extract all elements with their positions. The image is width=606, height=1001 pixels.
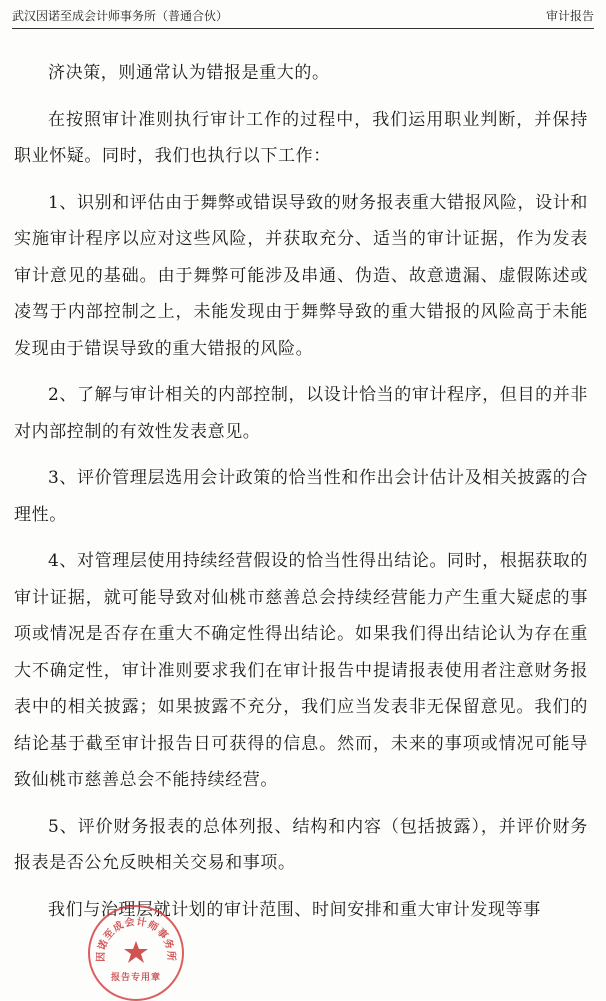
paragraph-item-3: 3、评价管理层选用会计政策的恰当性和作出会计估计及相关披露的合理性。 [14, 468, 588, 525]
firm-seal-stamp [88, 905, 184, 1001]
paragraph-item-1: 1、识别和评估由于舞弊或错误导致的财务报表重大错报风险，设计和实施审计程序以应对这些风险，并获取充分、适当的审计证据，作为发表审计意见的基础。由于舞弊可能涉及串通、伪造、故意遗漏、虚假陈述或凌驾于内部控制之上，未能发现由于舞弊导致的重大错报的风险高于未能发现由于错误导致的重大错报的风险。 [14, 192, 588, 359]
paragraph-continuation: 济决策，则通常认为错报是重大的。 [48, 63, 330, 83]
document-type: 审计报告 [545, 9, 594, 23]
paragraph-item-4: 4、对管理层使用持续经营假设的恰当性得出结论。同时，根据获取的审计证据，就可能导致对仙桃市慈善总会持续经营能力产生重大疑虑的事项或情况是否存在重大不确定性得出结论。如果我们得出结论认为存在重大不确定性，审计准则要求我们在审计报告中提请报表使用者注意财务报表中的相关披露；如果披露不充分，我们应当发表非无保留意见。我们的结论基于截至审计报告日可获得的信息。然而，未来的事项或情况可能导致仙桃市慈善总会不能持续经营。 [14, 551, 588, 790]
paragraph-item-2: 2、了解与审计相关的内部控制，以设计恰当的审计程序，但目的并非对内部控制的有效性发表意见。 [14, 385, 588, 442]
seal-label: 报告专用章 [110, 973, 161, 983]
page-header [12, 6, 594, 29]
firm-name: 武汉因诺至成会计师事务所（普通合伙） [12, 9, 229, 23]
paragraph-communication: 我们与治理层就计划的审计范围、时间安排和重大审计发现等事 [48, 899, 541, 920]
paragraph-item-5: 5、评价财务报表的总体列报、结构和内容（包括披露），并评价财务报表是否公允反映相关交易和事项。 [14, 816, 588, 873]
seal-ring-text: 因诺至成会计师事务所 [95, 916, 177, 962]
body-text [14, 55, 588, 938]
seal-ring-icon [90, 907, 182, 999]
paragraph-intro: 在按照审计准则执行审计工作的过程中，我们运用职业判断，并保持职业怀疑。同时，我们也执行以下工作： [14, 109, 588, 166]
seal-star-icon [124, 941, 148, 963]
